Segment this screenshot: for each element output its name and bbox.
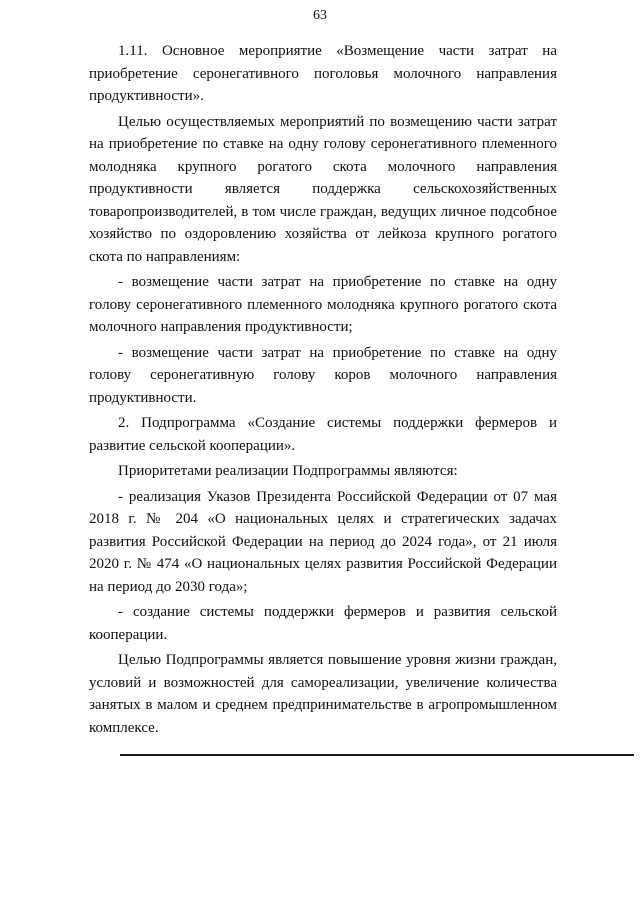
paragraph-priorities-heading: Приоритетами реализации Подпрограммы являются:: [118, 463, 458, 479]
paragraph-direction-young-stock: - возмещение части затрат на приобретение по ставке на одну голову серонегативного племенного молодняка крупного рогатого скота молочного направления продуктивности;: [89, 274, 557, 335]
page-number: 63: [313, 8, 327, 23]
paragraph-priority-farmer-support: - создание системы поддержки фермеров и развития сельской кооперации.: [89, 604, 557, 643]
paragraph-subprogram-goal: Целью Подпрограммы является повышение уровня жизни граждан, условий и возможностей для самореализации, увеличение количества занятых в малом и среднем предпринимательстве в агропромышленном комплексе.: [89, 652, 557, 736]
document-body: [89, 40, 557, 742]
paragraph-direction-cows: - возмещение части затрат на приобретение по ставке на одну голову серонегативную голову коров молочного направления продуктивности.: [89, 344, 557, 406]
footer-rule: [120, 754, 634, 756]
paragraph-activity-goal: Целью осуществляемых мероприятий по возмещению части затрат на приобретение по ставке на одну голову серонегативного племенного молодняка крупного рогатого скота молочного направления продуктивности является поддержка сельскохозяйственных товаропроизводителей, в том числе граждан, ведущих личное подсобное хозяйство по оздоровлению хозяйства от лейкоза крупного рогатого скота по направлениям:: [89, 113, 557, 265]
paragraph-priority-decrees: - реализация Указов Президента Российской Федерации от 07 мая 2018 г. № 204 «О национальных целях и стратегических задачах развития Российской Федерации на период до 2024 года», от 21 июля 2020 г. № 474 «О национальных целях развития Российской Федерации на период до 2030 года»;: [89, 488, 557, 595]
paragraph-main-activity-1-11: 1.11. Основное мероприятие «Возмещение части затрат на приобретение серонегативного поголовья молочного направления продуктивности».: [89, 43, 557, 104]
paragraph-subprogram-2: 2. Подпрограмма «Создание системы поддержки фермеров и развитие сельской кооперации».: [89, 415, 557, 454]
